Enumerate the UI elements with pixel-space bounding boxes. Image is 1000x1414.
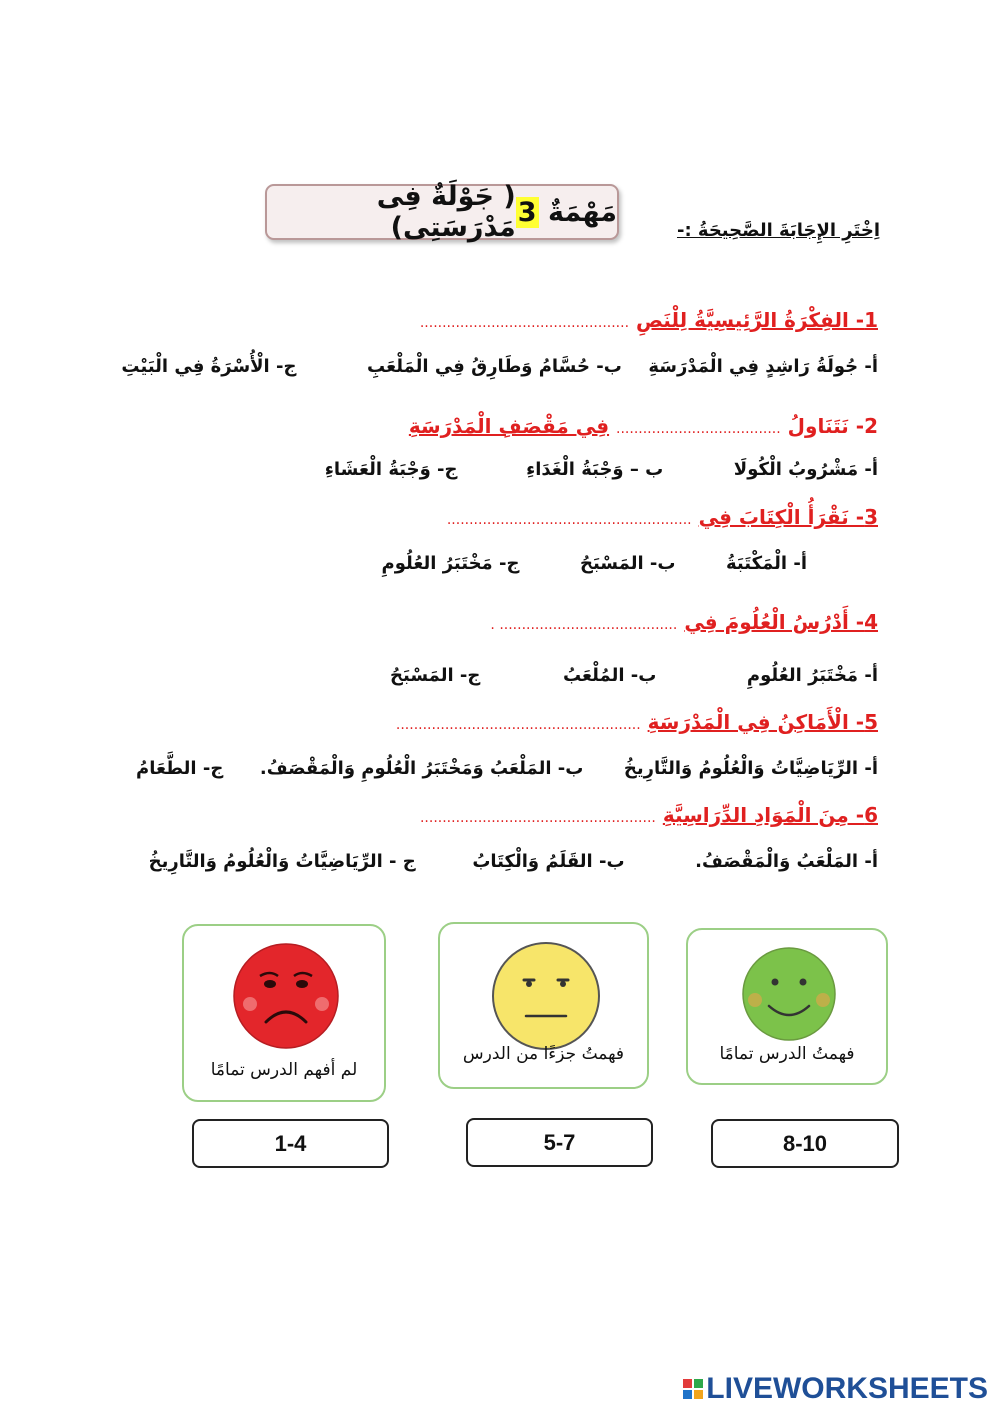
range-box-low[interactable]: 1-4 bbox=[192, 1119, 389, 1168]
option-4c[interactable]: ج- المَسْبَحُ bbox=[390, 665, 481, 686]
option-6b[interactable]: ب- القَلَمُ وَالْكِتَابُ bbox=[472, 851, 625, 872]
option-3b[interactable]: ب- المَسْبَحُ bbox=[579, 553, 676, 574]
option-1b[interactable]: ب- حُسَّامُ وَطَارِقُ فِي الْمَلْعَبِ bbox=[367, 356, 622, 377]
option-2a[interactable]: أ- مَشْرُوبُ الْكُولَا bbox=[733, 459, 878, 480]
question-3 bbox=[447, 505, 878, 529]
question-2-label: 2- نَتَنَاولُ bbox=[787, 414, 878, 438]
question-6-label: 6- مِنَ الْمَوَادِ الدِّرَاسِيَّةِ bbox=[662, 803, 878, 827]
question-2-label-after: فِي مَقْصَفِ الْمَدْرَسَةِ bbox=[408, 414, 610, 438]
question-2-options bbox=[325, 459, 878, 480]
title-number: 3 bbox=[517, 196, 537, 228]
option-5c[interactable]: ج- الطَّعَامُ bbox=[136, 758, 224, 779]
happy-face-icon bbox=[739, 944, 839, 1044]
question-3-blank[interactable]: ....................................................... bbox=[446, 512, 692, 528]
question-5 bbox=[396, 710, 878, 734]
range-box-high[interactable]: 8-10 bbox=[711, 1119, 899, 1168]
title-prefix: مَهْمَةٌ bbox=[547, 196, 617, 228]
rating-label-partial: فهمتُ جزءًا من الدرس bbox=[462, 1044, 625, 1064]
question-1-label: 1- الفِكْرَةُ الرَّئِيسِيَّةُ لِلْنَصِ bbox=[636, 308, 878, 332]
question-5-options bbox=[136, 758, 878, 779]
rating-card-none bbox=[182, 924, 386, 1102]
question-6-options bbox=[149, 851, 878, 872]
option-5b[interactable]: ب- المَلْعَبُ وَمَخْتَبَرُ الْعُلُومِ وَالْمَقْصَفُ. bbox=[259, 758, 584, 779]
question-6-blank[interactable]: ..................................................... bbox=[419, 810, 656, 826]
question-4-blank[interactable]: ........................................ . bbox=[490, 617, 678, 633]
option-6a[interactable]: أ- المَلْعَبُ وَالْمَقْصَفُ. bbox=[695, 851, 878, 872]
question-1-blank[interactable]: ............................................... bbox=[419, 315, 630, 331]
question-2-blank[interactable]: ..................................... bbox=[616, 421, 781, 437]
question-5-blank[interactable]: ....................................................... bbox=[395, 717, 641, 733]
question-6 bbox=[420, 803, 878, 827]
rating-label-full: فهمتُ الدرس تمامًا bbox=[719, 1044, 855, 1064]
question-3-label: 3- نَقْرَأُ الْكِتَابَ فِي bbox=[698, 505, 878, 529]
option-4a[interactable]: أ- مَخْتَبَرُ العُلُومِ bbox=[746, 665, 878, 686]
option-4b[interactable]: ب- المُلْعَبُ bbox=[562, 665, 657, 686]
instruction: اِخْتَرِ الإِجَابَةَ الصَّحِيحَةُ :- bbox=[676, 220, 880, 241]
rating-card-full bbox=[686, 928, 888, 1085]
rating-label-none: لم أفهم الدرس تمامًا bbox=[210, 1060, 358, 1080]
question-1-options bbox=[121, 356, 878, 377]
option-3c[interactable]: ج- مَخْتَبَرُ العُلُومِ bbox=[381, 553, 520, 574]
option-6c[interactable]: ج - الرِّيَاضِيَّاتُ وَالْعُلُومُ وَالتَّارِيخُ bbox=[148, 851, 416, 872]
liveworksheets-brand bbox=[683, 1372, 988, 1406]
option-3a[interactable]: أ- الْمَكْتَبَةُ bbox=[726, 553, 807, 574]
question-1 bbox=[420, 308, 878, 332]
question-4 bbox=[490, 610, 878, 634]
question-4-options bbox=[390, 665, 878, 686]
range-box-mid[interactable]: 5-7 bbox=[466, 1118, 653, 1167]
rating-card-partial bbox=[438, 922, 649, 1089]
option-2c[interactable]: ج- وَجْبَةُ الْعَشَاءِ bbox=[324, 459, 458, 480]
question-2 bbox=[409, 414, 878, 438]
neutral-face-icon bbox=[490, 940, 602, 1052]
sad-face bbox=[234, 944, 338, 1048]
option-1a[interactable]: أ- جُولَةُ رَاشِدٍ فِي الْمَدْرَسَةِ bbox=[648, 356, 878, 377]
task-title bbox=[265, 181, 619, 243]
question-3-options bbox=[382, 553, 807, 574]
option-5a[interactable]: أ- الرِّيَاضِيَّاتُ وَالْعُلُومُ وَالتَّارِيخُ bbox=[623, 758, 878, 779]
option-2b[interactable]: ب – وَجْبَةُ الْغَدَاءِ bbox=[526, 459, 664, 480]
brand-text: LIVEWORKSHEETS bbox=[706, 1372, 988, 1405]
liveworksheets-logo-icon bbox=[683, 1379, 703, 1399]
question-4-label: 4- أَدْرُسُ الْعُلُومَ فِي bbox=[684, 610, 878, 634]
question-5-label: 5- الْأَمَاكِنُ فِي الْمَدْرَسَةِ bbox=[647, 710, 878, 734]
title-rest: ( جَوْلَةٌ فِى مَدْرَسَتِى) bbox=[376, 181, 516, 243]
neutral-face bbox=[493, 943, 599, 1049]
option-1c[interactable]: ج- الْأُسْرَةُ فِي الْبَيْتِ bbox=[121, 356, 297, 377]
sad-face-icon bbox=[228, 936, 344, 1052]
